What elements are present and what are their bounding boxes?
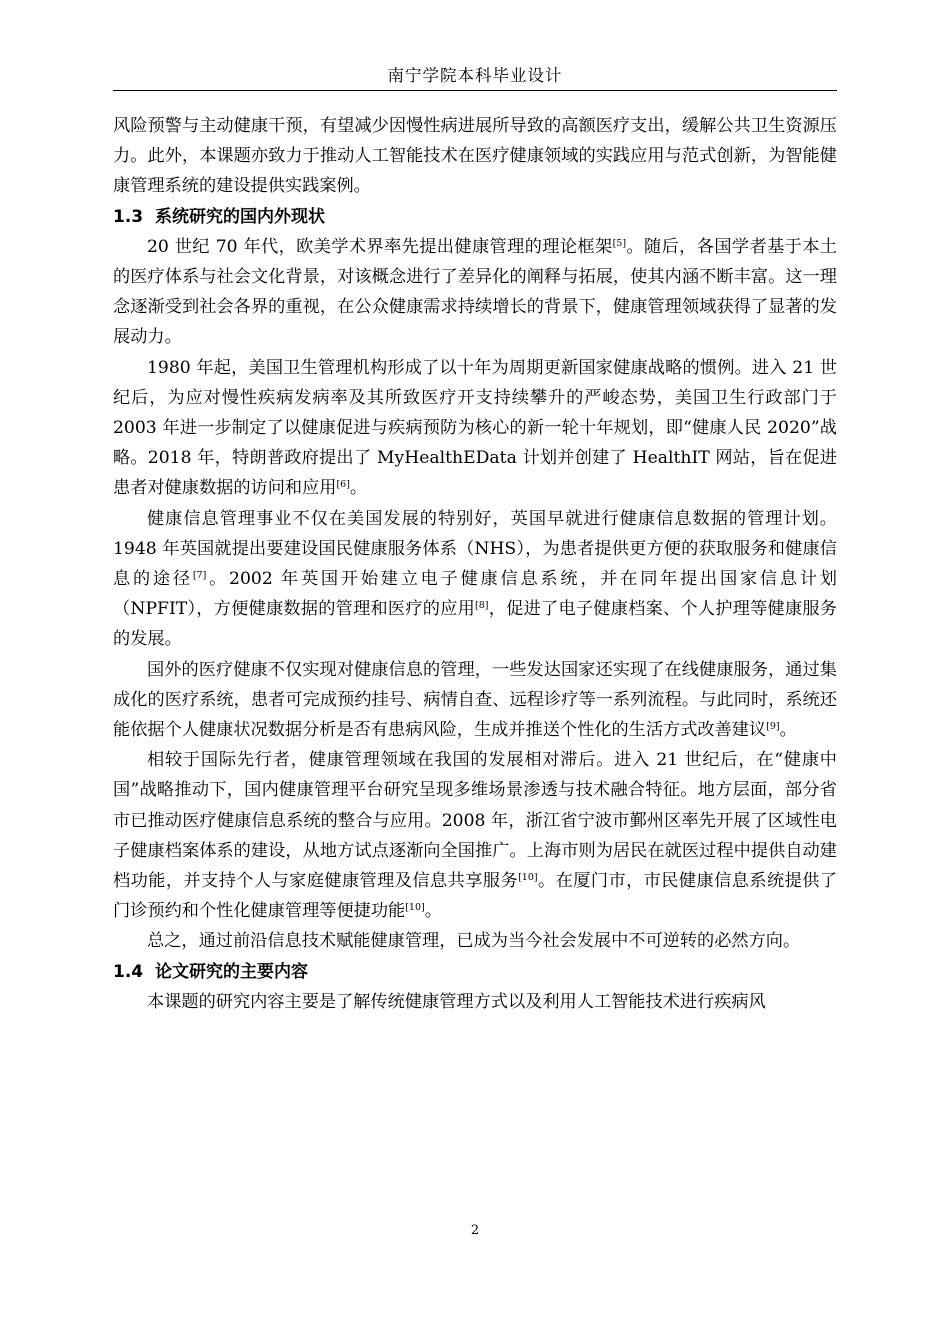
paragraph-text: 。随后，各国学者基于本土的医疗体系与社会文化背景，对该概念进行了差异化的阐释与拓展，使其内涵不断丰富。这一理念逐渐受到社会各界的重视，在公众健康需求持续增长的背景下，健康管理领域获得了显著的发展动力。 bbox=[113, 236, 837, 348]
section-number: 1.3 bbox=[113, 206, 144, 227]
paragraph bbox=[113, 353, 837, 504]
citation: [9] bbox=[766, 721, 780, 733]
paragraph-text: 。2002 年英国开始建立电子健康信息系统，并在同年提出国家信息计划（NPFIT），方便健康数据的管理和医疗的应用 bbox=[113, 569, 837, 620]
page-header: 南宁学院本科毕业设计 bbox=[387, 66, 563, 85]
page-number: 2 bbox=[470, 1223, 480, 1238]
section-heading-1-3 bbox=[113, 202, 837, 232]
paragraph bbox=[113, 232, 837, 353]
paragraph: 总之，通过前沿信息技术赋能健康管理，已成为当今社会发展中不可逆转的必然方向。 bbox=[147, 931, 801, 952]
paragraph-continued: 风险预警与主动健康干预，有望减少因慢性病进展所导致的高额医疗支出，缓解公共卫生资源压力。此外，本课题亦致力于推动人工智能技术在医疗健康领域的实践应用与范式创新，为智能健康管理系统的建设提供实践案例。 bbox=[113, 116, 837, 197]
header-rule bbox=[113, 90, 837, 91]
section-heading-1-4 bbox=[113, 957, 837, 987]
section-title: 系统研究的国内外现状 bbox=[154, 206, 325, 227]
citation: [10] bbox=[518, 872, 538, 884]
citation: [7] bbox=[192, 570, 207, 582]
paragraph-text: 。 bbox=[349, 478, 368, 499]
paragraph-text: 。在厦门市，市民健康信息系统提供了门诊预约和个性化健康管理等便捷功能 bbox=[113, 871, 837, 922]
paragraph-text: 国外的医疗健康不仅实现对健康信息的管理，一些发达国家还实现了在线健康服务，通过集成化的医疗系统，患者可完成预约挂号、病情自查、远程诊疗等一系列流程。与此同时，系统还能依据个人健康状况数据分析是否有患病风险，生成并推送个性化的生活方式改善建议 bbox=[113, 659, 837, 741]
citation: [5] bbox=[612, 237, 627, 249]
paragraph-text: 1980 年起，美国卫生管理机构形成了以十年为周期更新国家健康战略的惯例。进入 21 世纪后，为应对慢性疾病发病率及其所致医疗开支持续攀升的严峻态势，美国卫生行政部门于 2003 年进一步制定了以健康促进与疾病预防为核心的新一轮十年规划，即“健康人民 2020”战略。2018 年，特朗普政府提出了 MyHealthEData 计划并创建了 HealthIT 网站，旨在促进患者对健康数据的访问和应用 bbox=[113, 357, 837, 499]
paragraph bbox=[113, 655, 837, 746]
paragraph-text: 健康信息管理事业不仅在美国发展的特别好，英国早就进行健康信息数据的管理计划。1948 年英国就提出要建设国民健康服务体系（NHS），为患者提供更方便的获取服务和健康信息的途径 bbox=[113, 508, 837, 590]
citation: [8] bbox=[475, 600, 489, 612]
paragraph bbox=[113, 745, 837, 926]
paragraph-text: ，促进了电子健康档案、个人护理等健康服务的发展。 bbox=[113, 599, 837, 650]
section-number: 1.4 bbox=[113, 961, 144, 982]
section-title: 论文研究的主要内容 bbox=[154, 961, 308, 982]
paragraph bbox=[113, 504, 837, 655]
paragraph-text: 20 世纪 70 年代，欧美学术界率先提出健康管理的理论框架 bbox=[147, 236, 613, 257]
paragraph-text: 。 bbox=[424, 901, 442, 922]
paragraph-text: 。 bbox=[779, 720, 797, 741]
document-body bbox=[113, 111, 837, 1017]
paragraph-text: 相较于国际先行者，健康管理领域在我国的发展相对滞后。进入 21 世纪后，在“健康中国”战略推动下，国内健康管理平台研究呈现多维场景渗透与技术融合特征。地方层面，部分省市已推动医疗健康信息系统的整合与应用。2008 年，浙江省宁波市鄞州区率先开展了区域性电子健康档案体系的建设，从地方试点逐渐向全国推广。上海市则为居民在就医过程中提供自动建档功能，并支持个人与家庭健康管理及信息共享服务 bbox=[113, 750, 837, 892]
citation: [10] bbox=[405, 902, 425, 914]
paragraph: 本课题的研究内容主要是了解传统健康管理方式以及利用人工智能技术进行疾病风 bbox=[147, 991, 766, 1012]
citation: [6] bbox=[336, 479, 350, 491]
